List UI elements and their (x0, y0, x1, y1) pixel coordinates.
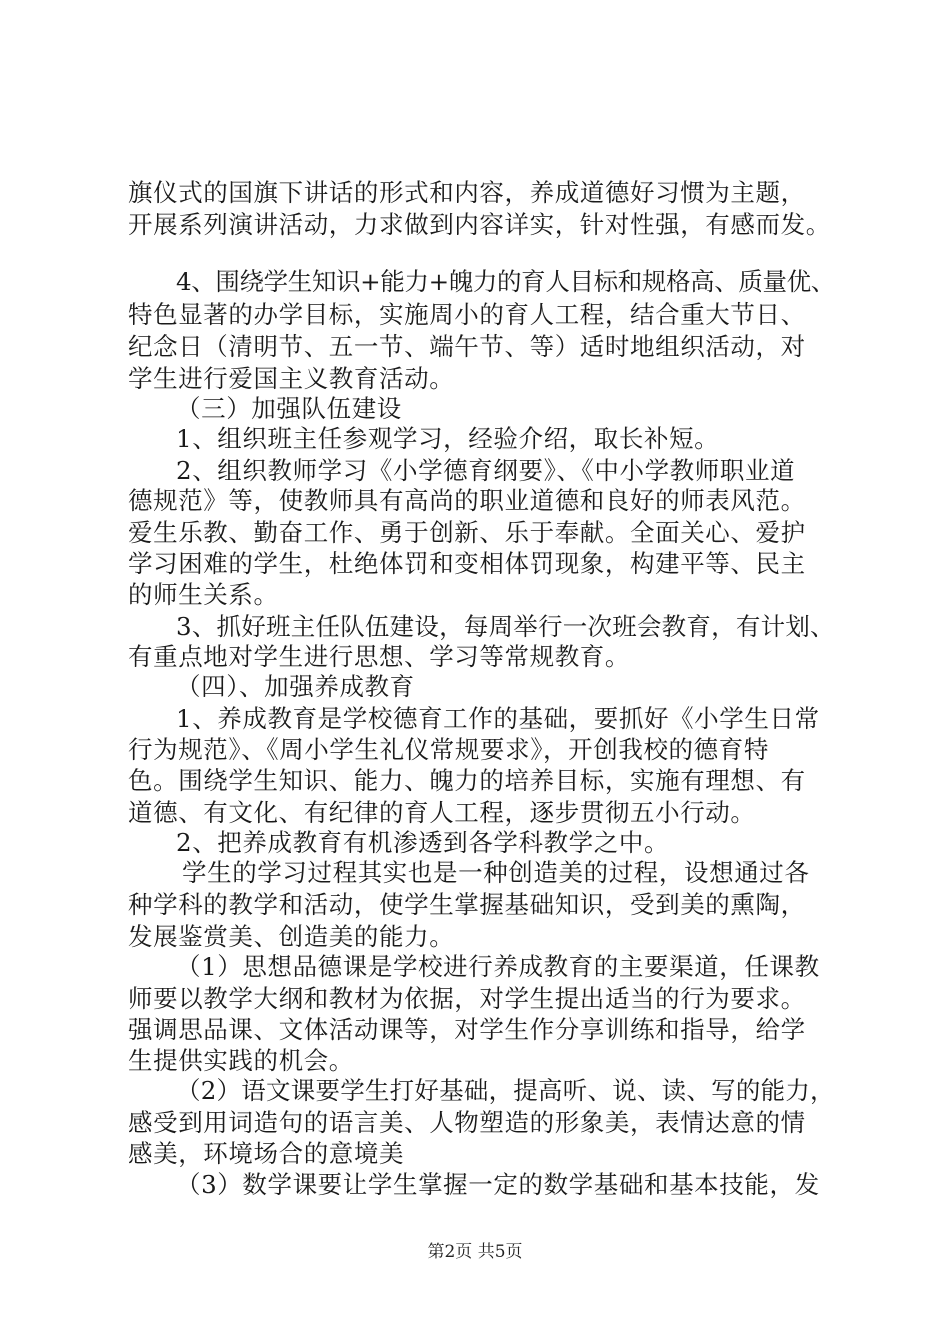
text-line: 种学科的教学和活动，使学生掌握基础知识，受到美的熏陶， (128, 890, 806, 919)
text-line: 2、组织教师学习《小学德育纲要》、《中小学教师职业道 (176, 456, 796, 485)
text-line: 生提供实践的机会。 (128, 1046, 354, 1075)
text-line: 4、围绕学生知识+能力+魄力的育人目标和规格高、质量优、 (176, 267, 835, 296)
text-line: 感受到用词造句的语言美、人物塑造的形象美，表情达意的情 (128, 1108, 806, 1137)
text-line: 德规范》等，使教师具有高尚的职业道德和良好的师表风范。 (128, 486, 806, 515)
text-line: （1）思想品德课是学校进行养成教育的主要渠道，任课教 (176, 952, 820, 981)
section-heading: （四）、加强养成教育 (176, 672, 415, 701)
text-line: 旗仪式的国旗下讲话的形式和内容，养成道德好习惯为主题， (128, 178, 806, 207)
text-line: 色。围绕学生知识、能力、魄力的培养目标，实施有理想、有 (128, 766, 806, 795)
section-heading: （三）加强队伍建设 (176, 394, 402, 423)
text-line: 感美，环境场合的意境美 (128, 1139, 405, 1168)
text-line: 道德、有文化、有纪律的育人工程，逐步贯彻五小行动。 (128, 798, 756, 827)
text-line: 爱生乐教、勤奋工作、勇于创新、乐于奉献。全面关心、爱护 (128, 518, 806, 547)
text-line: 师要以教学大纲和教材为依据，对学生提出适当的行为要求。 (128, 984, 806, 1013)
text-line: 行为规范》、《周小学生礼仪常规要求》，开创我校的德育特 (128, 735, 769, 764)
text-line: （3）数学课要让学生掌握一定的数学基础和基本技能，发 (176, 1170, 820, 1199)
text-line: 纪念日（清明节、五一节、端午节、等）适时地组织活动，对 (128, 332, 806, 361)
text-line: 2、把养成教育有机渗透到各学科教学之中。 (176, 828, 670, 857)
text-line: 发展鉴赏美、创造美的能力。 (128, 922, 455, 951)
text-line: 开展系列演讲活动，力求做到内容详实，针对性强，有感而发。 (128, 210, 831, 239)
text-line: 1、养成教育是学校德育工作的基础，要抓好《小学生日常 (176, 704, 820, 733)
text-line: 的师生关系。 (128, 580, 279, 609)
text-line: 强调思品课、文体活动课等，对学生作分享训练和指导，给学 (128, 1015, 806, 1044)
text-line: 学习困难的学生，杜绝体罚和变相体罚现象，构建平等、民主 (128, 549, 806, 578)
text-line: 学生进行爱国主义教育活动。 (128, 364, 455, 393)
text-line: 特色显著的办学目标，实施周小的育人工程，结合重大节日、 (128, 300, 806, 329)
text-line: 1、组织班主任参观学习，经验介绍，取长补短。 (176, 424, 720, 453)
text-line: 学生的学习过程其实也是一种创造美的过程，设想通过各 (182, 858, 810, 887)
text-line: 有重点地对学生进行思想、学习等常规教育。 (128, 642, 630, 671)
text-line: （2）语文课要学生打好基础，提高听、说、读、写的能力， (176, 1076, 835, 1105)
page-number-footer: 第2页 共5页 (427, 1242, 523, 1262)
text-line: 3、抓好班主任队伍建设，每周举行一次班会教育，有计划、 (176, 612, 835, 641)
